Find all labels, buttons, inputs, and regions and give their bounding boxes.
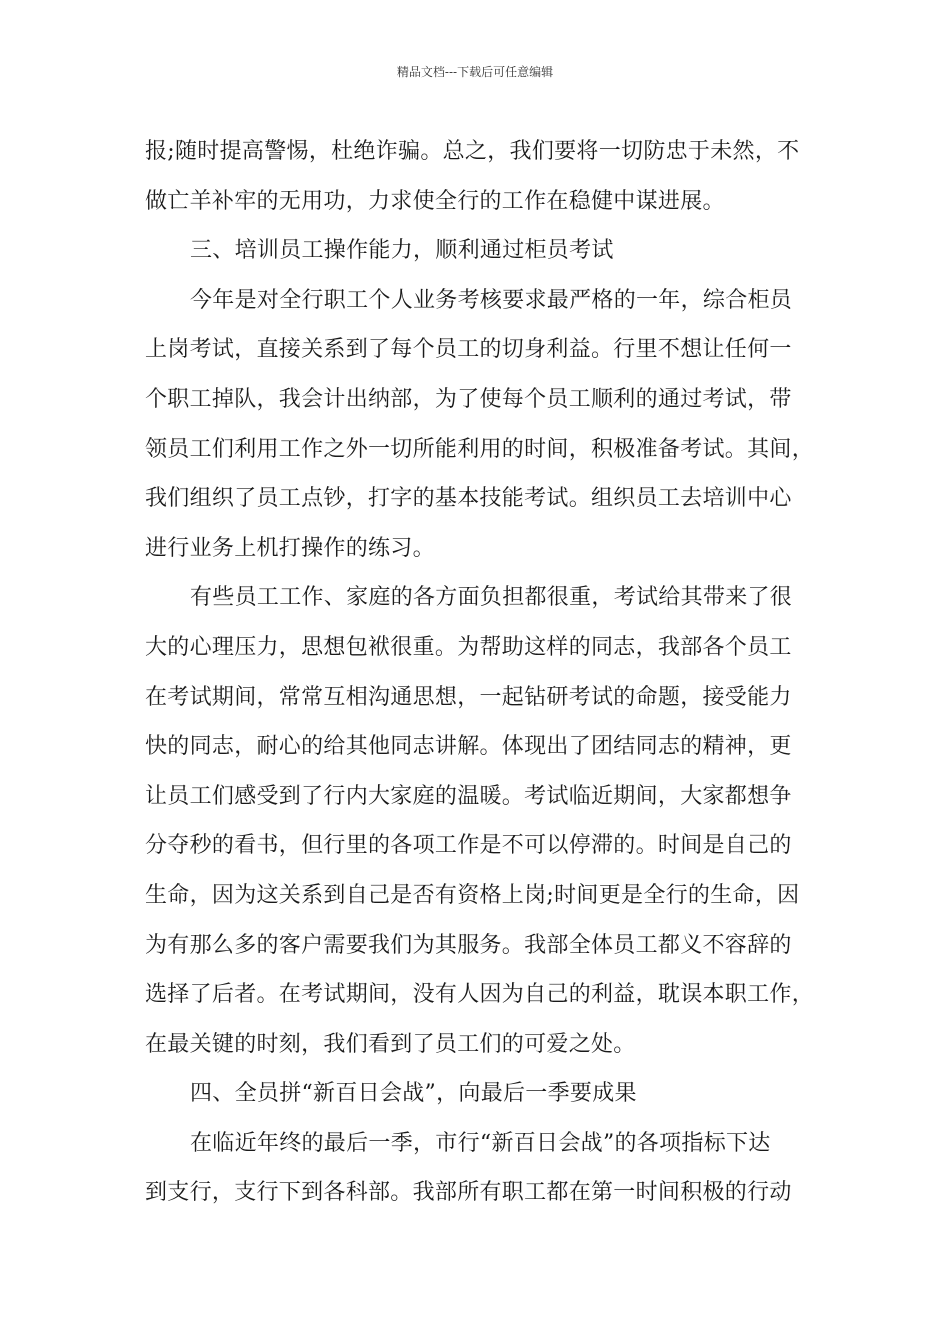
page-header: 精品文档---下载后可任意编辑 bbox=[396, 65, 554, 79]
text-line: 做亡羊补牢的无用功，力求使全行的工作在稳健中谋进展。 bbox=[145, 188, 725, 214]
text-line: 领员工们利用工作之外一切所能利用的时间，积极准备考试。其间， bbox=[145, 436, 815, 462]
text-line: 个职工掉队，我会计出纳部，为了使每个员工顺利的通过考试，带 bbox=[145, 386, 792, 412]
text-line: 分夺秒的看书，但行里的各项工作是不可以停滞的。时间是自己的 bbox=[145, 833, 792, 859]
text-line: 今年是对全行职工个人业务考核要求最严格的一年，综合柜员 bbox=[190, 287, 793, 313]
text-line: 在最关键的时刻，我们看到了员工们的可爱之处。 bbox=[145, 1031, 636, 1057]
text-line: 选择了后者。在考试期间，没有人因为自己的利益，耽误本职工作， bbox=[145, 982, 815, 1008]
text-line: 进行业务上机打操作的练习。 bbox=[145, 535, 435, 561]
text-line: 大的心理压力，思想包袱很重。为帮助这样的同志，我部各个员工 bbox=[145, 634, 792, 660]
text-line: 生命，因为这关系到自己是否有资格上岗;时间更是全行的生命，因 bbox=[145, 882, 800, 908]
text-line: 我们组织了员工点钞，打字的基本技能考试。组织员工去培训中心 bbox=[145, 486, 792, 512]
text-line: 快的同志，耐心的给其他同志讲解。体现出了团结同志的精神，更 bbox=[145, 734, 792, 760]
text-line: 有些员工工作、家庭的各方面负担都很重，考试给其带来了很 bbox=[190, 585, 793, 611]
text-line: 上岗考试，直接关系到了每个员工的切身利益。行里不想让任何一 bbox=[145, 337, 792, 363]
text-line: 为有那么多的客户需要我们为其服务。我部全体员工都义不容辞的 bbox=[145, 932, 792, 958]
text-line: 报;随时提高警惕，杜绝诈骗。总之，我们要将一切防忠于未然，不 bbox=[145, 139, 800, 164]
text-line: 让员工们感受到了行内大家庭的温暖。考试临近期间，大家都想争 bbox=[145, 783, 792, 809]
text-line: 在考试期间，常常互相沟通思想，一起钻研考试的命题，接受能力 bbox=[145, 684, 792, 710]
text-line: 三、培训员工操作能力，顺利通过柜员考试 bbox=[190, 238, 614, 264]
text-line: 在临近年终的最后一季，市行“新百日会战”的各项指标下达 bbox=[190, 1130, 771, 1156]
text-line: 四、全员拼“新百日会战”，向最后一季要成果 bbox=[190, 1081, 637, 1107]
text-line: 到支行，支行下到各科部。我部所有职工都在第一时间积极的行动 bbox=[145, 1180, 792, 1206]
document-body bbox=[145, 127, 815, 1218]
